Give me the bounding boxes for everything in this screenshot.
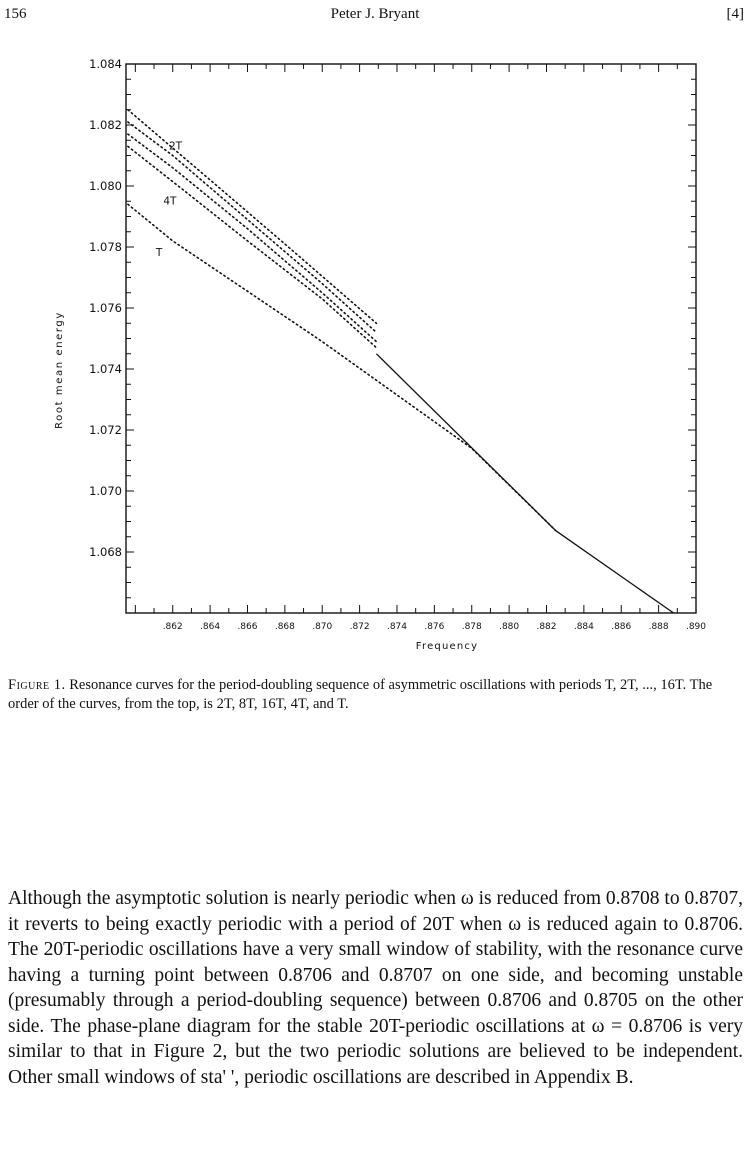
- x-tick-label: .888: [648, 622, 669, 632]
- y-tick-label: 1.068: [89, 545, 122, 559]
- x-tick-label: .878: [461, 622, 482, 632]
- series-line-4t: [128, 146, 377, 347]
- body-paragraph: Although the asymptotic solution is nearly periodic when ω is reduced from 0.8708 to 0.8707, it reverts to being exactly periodic with a period of 20T when ω is reduced again to 0.8706. The 20T-periodic oscillations have a very small window of stability, with the resonance curve having a turning point between 0.8706 and 0.8707 on one side, and becoming unstable (presumably through a period-doubling sequence) between 0.8706 and 0.8705 on the other side. The phase-plane diagram for the stable 20T-periodic oscillations at ω = 0.8706 is very similar to that in Figure 2, but the two periodic solutions are believed to be independent. Other small windows of sta' ', periodic oscillations are described in Appendix B.: [8, 888, 743, 1088]
- curve-label: 4T: [163, 195, 177, 208]
- caption-text: Resonance curves for the period-doubling sequence of asymmetric oscillations with periods T, 2T, ..., 16T. The order of the curves, from the top, is 2T, 8T, 16T, 4T, and T.: [8, 677, 713, 712]
- running-head-author: Peter J. Bryant: [330, 6, 420, 22]
- x-tick-label: .866: [237, 622, 258, 632]
- series-line-t: [128, 204, 556, 530]
- figure-caption: [8, 676, 744, 714]
- x-tick-label: .890: [685, 622, 707, 632]
- resonance-chart: [0, 40, 750, 660]
- x-tick-label: .876: [424, 622, 445, 632]
- y-tick-label: 1.076: [89, 301, 122, 315]
- x-tick-label: .884: [573, 622, 594, 632]
- y-tick-label: 1.084: [89, 57, 122, 71]
- series-line-stable: [376, 354, 673, 613]
- x-tick-label: .886: [611, 622, 632, 632]
- x-tick-label: .864: [200, 622, 221, 632]
- x-tick-label: .872: [349, 622, 370, 632]
- y-tick-label: 1.072: [89, 423, 122, 437]
- x-tick-label: .880: [499, 622, 520, 632]
- section-number: [4]: [726, 6, 744, 22]
- page-number: 156: [4, 6, 27, 22]
- y-tick-label: 1.078: [89, 240, 122, 254]
- x-tick-label: .874: [386, 622, 408, 632]
- curve-label: T: [155, 247, 163, 260]
- y-tick-label: 1.080: [89, 179, 122, 193]
- page-header: [0, 6, 750, 30]
- x-axis-label: Frequency: [415, 641, 479, 652]
- y-tick-label: 1.082: [89, 118, 122, 132]
- x-tick-label: .870: [312, 622, 333, 632]
- x-tick-label: .868: [274, 622, 295, 632]
- body-text: [8, 886, 743, 1090]
- x-tick-label: .882: [536, 622, 557, 632]
- curve-label: 2T: [168, 140, 183, 153]
- y-tick-label: 1.070: [89, 484, 122, 498]
- plot-frame: [126, 64, 696, 613]
- y-tick-label: 1.074: [89, 362, 122, 376]
- series-line-2t: [128, 110, 377, 323]
- caption-label: Figure 1.: [8, 677, 66, 693]
- series-line-8t: [128, 122, 377, 332]
- x-tick-label: .862: [162, 622, 183, 632]
- y-axis-label: Root mean energy: [54, 311, 65, 429]
- series-line-16t: [128, 134, 377, 342]
